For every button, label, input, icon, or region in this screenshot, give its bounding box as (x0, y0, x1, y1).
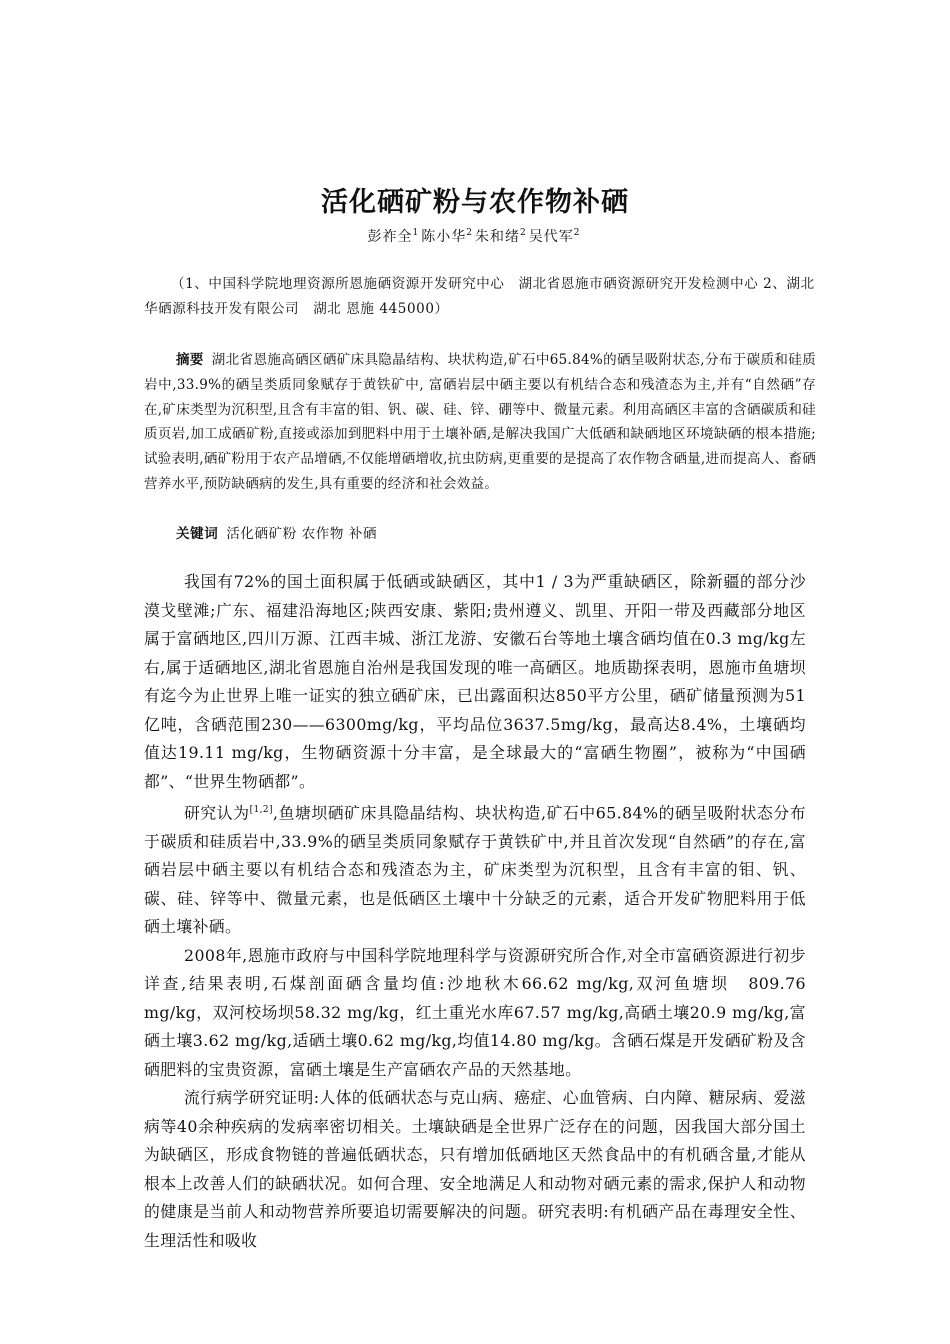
abstract (144, 348, 816, 497)
body-text (144, 568, 806, 1255)
paper-title: 活化硒矿粉与农作物补硒 (321, 187, 629, 218)
paragraph-text: 研究认为 (184, 803, 250, 823)
paragraph (144, 796, 806, 942)
keywords (176, 522, 816, 542)
author-name: 陈小华 (421, 229, 467, 245)
abstract-label: 摘要 (176, 352, 204, 368)
keywords-label: 关键词 (176, 526, 219, 542)
abstract-text: 湖北省恩施高硒区硒矿床具隐晶结构、块状构造,矿石中65.84%的硒呈吸附状态,分布于碳质和硅质岩中,33.9%的硒呈类质同象赋存于黄铁矿中, 富硒岩层中硒主要以有机结合态和残渣态为主,并有“自然硒”存在,矿床类型为沉积型,且含有丰富的钼、钒、碳、硅、锌、硼等中、微量元素。利用高硒区丰富的含硒碳质和硅质页岩,加工成硒矿粉,直接或添加到肥料中用于土壤补硒,是解决我国广大低硒和缺硒地区环境缺硒的根本措施;试验表明,硒矿粉用于农产品增硒,不仅能增硒增收,抗虫防病,更重要的是提高了农作物含硒量,进而提高人、畜硒营养水平,预防缺硒病的发生,具有重要的经济和社会效益。 (144, 352, 816, 492)
keywords-text: 活化硒矿粉 农作物 补硒 (226, 526, 378, 542)
author-affiliation-mark: 2 (520, 228, 527, 239)
author-affiliation-mark: 2 (573, 228, 581, 239)
affiliation: （1、中国科学院地理资源所恩施硒资源开发研究中心 湖北省恩施市硒资源研究开发检测中心 2、湖北华硒源科技开发有限公司 湖北 恩施 445000） (144, 276, 815, 317)
paragraph: 2008年,恩施市政府与中国科学院地理科学与资源研究所合作,对全市富硒资源进行初步详查,结果表明,石煤剖面硒含量均值:沙地秋木66.62 mg/kg,双河鱼塘坝 809.76 mg/kg，双河校场坝58.32 mg/kg，红土重光水库67.57 mg/kg,高硒土壤20.9 mg/kg,富硒土壤3.62 mg/kg,适硒土壤0.62 mg/kg,均值14.80 mg/kg。含硒石煤是开发硒矿粉及含硒肥料的宝贵资源，富硒土壤是生产富硒农产品的天然基地。 (144, 945, 806, 1079)
author-affiliation-mark: 1 (412, 228, 420, 239)
author-affiliation-mark: 2 (466, 228, 473, 239)
author-name: 朱和绪 (475, 229, 520, 245)
author-name: 吴代军 (528, 229, 574, 245)
author-list (0, 226, 950, 246)
paragraph: 我国有72%的国土面积属于低硒或缺硒区，其中1 / 3为严重缺硒区，除新疆的部分沙漠戈壁滩;广东、福建沿海地区;陕西安康、紫阳;贵州遵义、凯里、开阳一带及西藏部分地区属于富硒地区,四川万源、江西丰城、浙江龙游、安徽石台等地土壤含硒均值在0.3 mg/kg左右,属于适硒地区,湖北省恩施自治州是我国发现的唯一高硒区。地质勘探表明，恩施市鱼塘坝有迄今为止世界上唯一证实的独立硒矿床，已出露面积达850平方公里，硒矿储量预测为51亿吨，含硒范围230——6300mg/kg，平均品位3637.5mg/kg，最高达8.4%，土壤硒均值达19.11 mg/kg，生物硒资源十分丰富，是全球最大的“富硒生物圈”，被称为“中国硒都”、“世界生物硒都”。 (144, 572, 806, 791)
citation-reference: [1,2] (249, 805, 273, 815)
author-name: 彭祚全 (367, 229, 413, 245)
paragraph-text: ,鱼塘坝硒矿床具隐晶结构、块状构造,矿石中65.84%的硒呈吸附状态分布于碳质和硅质岩中,33.9%的硒呈类质同象赋存于黄铁矿中,并且首次发现“自然硒”的存在,富硒岩层中硒主要以有机结合态和残渣态为主，矿床类型为沉积型，且含有丰富的钼、钒、碳、硅、锌等中、微量元素，也是低硒区土壤中十分缺乏的元素，适合开发矿物肥料用于低硒土壤补硒。 (144, 803, 806, 937)
paragraph: 流行病学研究证明:人体的低硒状态与克山病、癌症、心血管病、白内障、糖尿病、爱滋病等40余种疾病的发病率密切相关。土壤缺硒是全世界广泛存在的问题，因我国大部分国土为缺硒区，形成食物链的普遍低硒状态，只有增加低硒地区天然食品中的有机硒含量,才能从根本上改善人们的缺硒状况。如何合理、安全地满足人和动物对硒元素的需求,保护人和动物的健康是当前人和动物营养所要追切需要解决的问题。研究表明:有机硒产品在毒理安全性、生理活性和吸收 (144, 1088, 806, 1250)
